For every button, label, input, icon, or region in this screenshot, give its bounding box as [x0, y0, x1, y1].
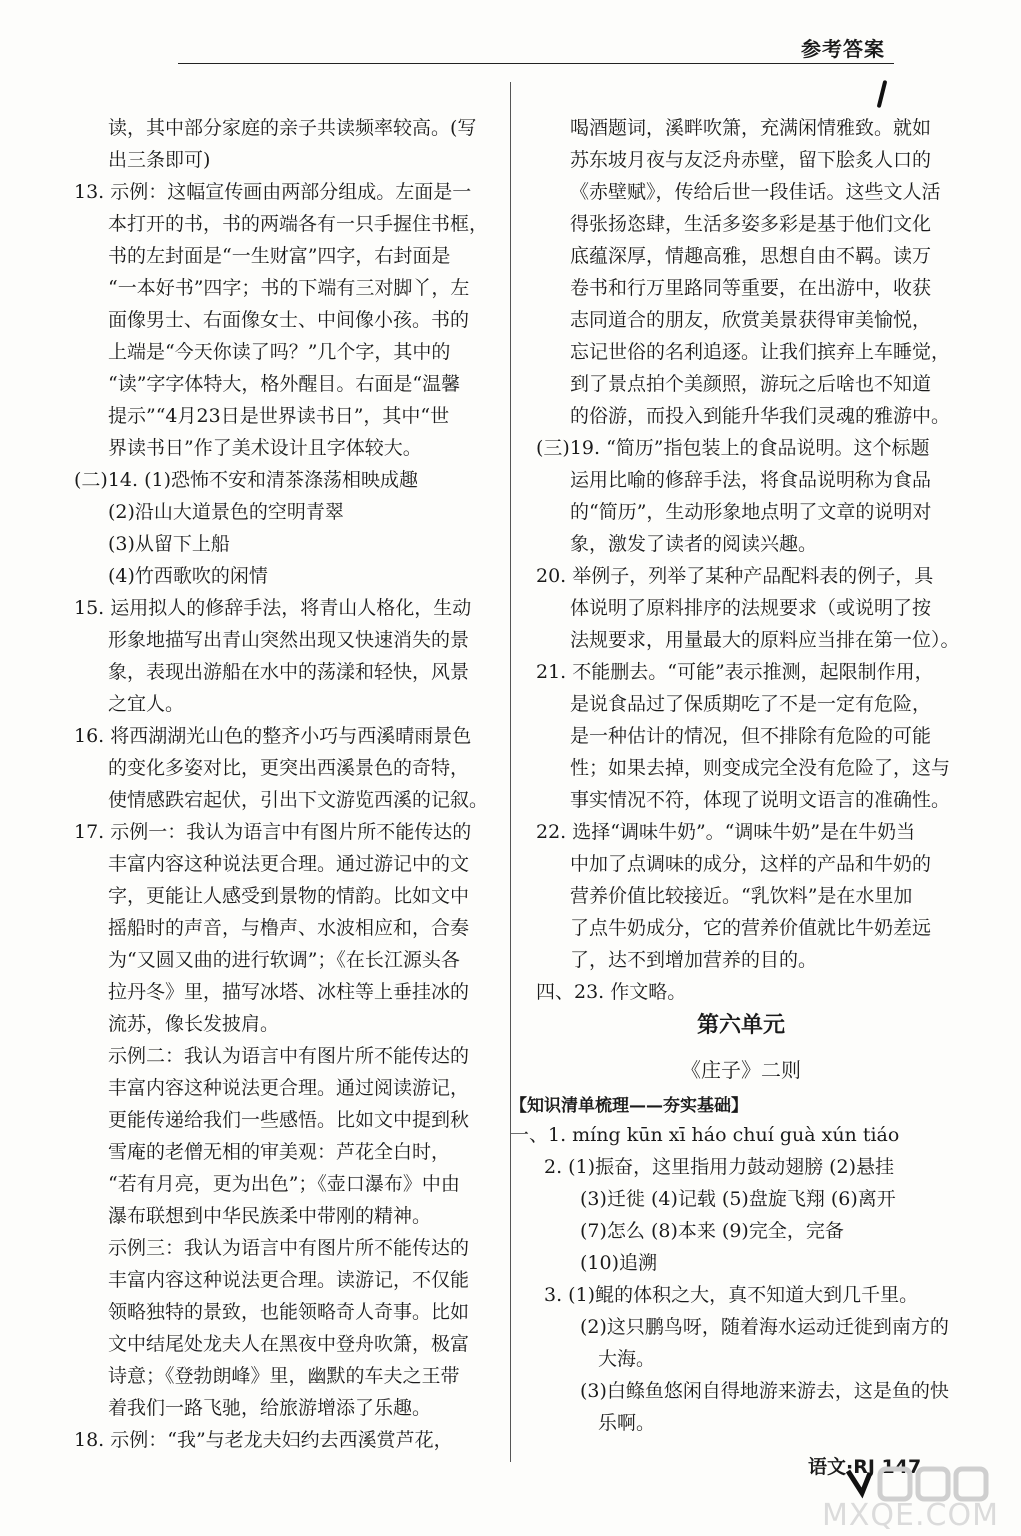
answer-line: (2)这只鹏鸟呀，随着海水运动迁徙到南方的 [580, 1316, 949, 1338]
answer-line: (2)沿山大道景色的空明青翠 [108, 501, 344, 523]
answer-line: “一本好书”四字；书的下端有三对脚丫，左 [108, 277, 470, 299]
answer-line: 字，更能让人感受到景物的情韵。比如文中 [108, 885, 470, 907]
answer-line: 着我们一路飞驰，给旅游增添了乐趣。 [108, 1397, 432, 1419]
answer-line: 更能传递给我们一些感悟。比如文中提到秋 [108, 1109, 470, 1131]
answer-line: 到了景点拍个美颜照，游玩之后啥也不知道 [570, 373, 932, 395]
answer-line: 乐啊。 [598, 1412, 656, 1434]
answer-line: 志同道合的朋友，欣赏美景获得审美愉悦， [570, 309, 932, 331]
answer-line: 体说明了原料排序的法规要求（或说明了按 [570, 597, 932, 619]
answer-line: 性；如果去掉，则变成完全没有危险了，这与 [570, 757, 951, 779]
answer-line: 的俗游，而投入到能升华我们灵魂的雅游中。 [570, 405, 951, 427]
answer-line: 界读书日”作了美术设计且字体较大。 [108, 437, 422, 459]
answer-line: 上端是“今天你读了吗？”几个字，其中的 [108, 341, 451, 363]
header-rule [178, 63, 894, 64]
unit-heading: 第六单元 [696, 1013, 785, 1038]
answer-line: 文中结尾处龙夫人在黑夜中登舟吹箫，极富 [108, 1333, 470, 1355]
answer-line: 象，表现出游船在水中的荡漾和轻快，风景 [108, 661, 470, 683]
answer-line: 为“又圆又曲的进行软调”；《在长江源头各 [108, 949, 460, 971]
answer-line: 的“简历”，生动形象地点明了文章的说明对 [570, 501, 932, 523]
answer-line: 《赤壁赋》，传给后世一段佳话。这些文人活 [570, 181, 941, 203]
answer-line: (3)迁徙 (4)记载 (5)盘旋飞翔 (6)离开 [580, 1188, 896, 1210]
answer-line: (7)怎么 (8)本来 (9)完全，完备 [580, 1220, 844, 1242]
answer-line: “读”字字体特大，格外醒目。右面是“温馨 [108, 373, 461, 395]
answer-line: 忘记世俗的名利追逐。让我们摈弃上车睡觉， [570, 341, 951, 363]
answer-line: (4)竹西歌吹的闲情 [108, 565, 268, 587]
answer-line: 中加了点调味的成分，这样的产品和牛奶的 [570, 853, 932, 875]
answer-line: 书的左封面是“一生财富”四字，右封面是 [108, 245, 451, 267]
answer-line: 21. 不能删去。“可能”表示推测，起限制作用， [536, 661, 934, 683]
answer-line: (二)14. (1)恐怖不安和清茶涤荡相映成趣 [74, 469, 418, 491]
answer-line: 事实情况不符，体现了说明文语言的准确性。 [570, 789, 951, 811]
left-answer-column [74, 112, 489, 1456]
answer-line: 四、23. 作文略。 [536, 981, 687, 1003]
answer-line: 象，激发了读者的阅读兴趣。 [570, 533, 818, 555]
lesson-heading: 《庄子》二则 [681, 1058, 801, 1082]
answer-line: 3. (1)鲲的体积之大，真不知道大到几千里。 [544, 1284, 919, 1306]
section-label: 【知识清单梳理——夯实基础】 [510, 1096, 748, 1116]
answer-line: 面像男士、右面像女士、中间像小孩。书的 [108, 309, 470, 331]
answer-line: 法规要求，用量最大的原料应当排在第一位）。 [570, 629, 960, 651]
answer-line: “若有月亮，更为出色”；《壶口瀑布》中由 [108, 1173, 460, 1195]
answer-line: 示例二：我认为语言中有图片所不能传达的 [108, 1045, 470, 1067]
answer-line: 的变化多姿对比，更突出西溪景色的奇特， [108, 757, 470, 779]
answer-line: 是一种估计的情况，但不排除有危险的可能 [570, 725, 932, 747]
answer-line: 摇船时的声音，与橹声、水波相应和，合奏 [108, 917, 470, 939]
answer-line: 营养价值比较接近。“乳饮料”是在水里加 [570, 885, 913, 907]
answer-line: 出三条即可) [108, 149, 211, 171]
answer-line: 18. 示例：“我”与老龙夫妇约去西溪赏芦花， [74, 1429, 453, 1451]
right-lower-answers [510, 1119, 950, 1439]
answer-line: 卷书和行万里路同等重要，在出游中，收获 [570, 277, 932, 299]
answer-line: 示例三：我认为语言中有图片所不能传达的 [108, 1237, 470, 1259]
answer-line: 丰富内容这种说法更合理。通过阅读游记， [108, 1077, 470, 1099]
answer-line: 苏东坡月夜与友泛舟赤壁，留下脍炙人口的 [570, 149, 932, 171]
answer-line: 17. 示例一：我认为语言中有图片所不能传达的 [74, 821, 472, 843]
answer-line: 领略独特的景致，也能领略奇人奇事。比如 [108, 1301, 470, 1323]
answer-line: 丰富内容这种说法更合理。读游记，不仅能 [108, 1269, 470, 1291]
answer-line: 提示”“4月23日是世界读书日”，其中“世 [108, 405, 450, 427]
answer-line: 是说食品过了保质期吃了不是一定有危险， [570, 693, 932, 715]
answer-line: 拉丹冬》里，描写冰塔、冰柱等上垂挂冰的 [108, 981, 470, 1003]
answer-line: 运用比喻的修辞手法，将食品说明称为食品 [570, 469, 932, 491]
answer-line: 瀑布联想到中华民族柔中带刚的精神。 [108, 1205, 432, 1227]
answer-line: 底蕴深厚，情趣高雅，思想自由不羁。读万 [570, 245, 932, 267]
answer-line: 大海。 [598, 1348, 656, 1370]
answer-line: 读，其中部分家庭的亲子共读频率较高。(写 [108, 117, 477, 139]
answer-line: 22. 选择“调味牛奶”。“调味牛奶”是在牛奶当 [536, 821, 916, 843]
answer-line: 本打开的书，书的两端各有一只手握住书框， [108, 213, 489, 235]
answer-line: 流苏，像长发披肩。 [108, 1013, 280, 1035]
answer-line: 使情感跌宕起伏，引出下文游览西溪的记叙。 [108, 789, 489, 811]
answer-line: 13. 示例：这幅宣传画由两部分组成。左面是一 [74, 181, 472, 203]
right-answer-column [536, 112, 960, 1008]
corner-pen-mark [877, 80, 888, 108]
answer-line: 之宜人。 [108, 693, 185, 715]
answer-line: 了点牛奶成分，它的营养价值就比牛奶差远 [570, 917, 932, 939]
answer-line: (10)追溯 [580, 1252, 658, 1274]
watermark-text: MXQE.COM [822, 1498, 999, 1533]
answer-line: 形象地描写出青山突然出现又快速消失的景 [108, 629, 470, 651]
answer-line: (3)从留下上船 [108, 533, 230, 555]
answer-line: 丰富内容这种说法更合理。通过游记中的文 [108, 853, 470, 875]
answer-line: 15. 运用拟人的修辞手法，将青山人格化，生动 [74, 597, 472, 619]
page-header-title: 参考答案 [801, 37, 885, 61]
answer-line: 得张扬恣肆，生活多姿多彩是基于他们文化 [570, 213, 932, 235]
answer-line: (3)白鲦鱼悠闲自得地游来游去，这是鱼的快 [580, 1380, 949, 1402]
answer-line: 2. (1)振奋，这里指用力鼓动翅膀 (2)悬挂 [544, 1156, 895, 1178]
answer-line: 16. 将西湖湖光山色的整齐小巧与西溪晴雨景色 [74, 725, 472, 747]
footer-page-number: 语文·RJ 147 [808, 1456, 922, 1478]
answer-line: 一、1. míng kūn xī háo chuí guà xún tiáo [510, 1124, 900, 1146]
answer-line: (三)19. “简历”指包装上的食品说明。这个标题 [536, 437, 930, 459]
answer-line: 诗意；《登勃朗峰》里，幽默的车夫之王带 [108, 1365, 460, 1387]
answer-line: 雪庵的老僧无相的审美观：芦花全白时， [108, 1141, 451, 1163]
answer-line: 喝酒题词，溪畔吹箫，充满闲情雅致。就如 [570, 117, 932, 139]
answer-line: 了，达不到增加营养的目的。 [570, 949, 818, 971]
answer-line: 20. 举例子，列举了某种产品配料表的例子，具 [536, 565, 934, 587]
